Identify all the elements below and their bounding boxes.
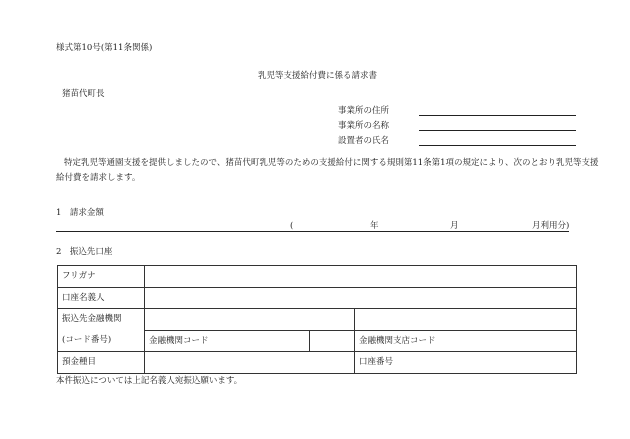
body-text-line1: 特定乳児等通園支援を提供しましたので、猪苗代町乳児等のための支援給付に関する規則第11条第1項の規定により、次のとおり乳児等支援 [64, 158, 599, 168]
branch-name-input[interactable] [355, 309, 577, 331]
bank-label: 振込先金融機関 [58, 309, 145, 331]
account-holder-input[interactable] [145, 287, 577, 309]
branch-code-label: 金融機関支店コード [355, 330, 577, 352]
address-field[interactable] [419, 115, 576, 116]
name-field[interactable] [419, 130, 576, 131]
bank-row [58, 309, 577, 331]
footer-note: 本件振込については上記名義人宛振込願います。 [56, 376, 243, 386]
usage-label: 月利用分) [532, 221, 570, 231]
amount-field[interactable] [56, 231, 569, 232]
founder-field[interactable] [419, 145, 576, 146]
deposit-type-label: 預金種目 [58, 352, 145, 374]
open-paren: ( [290, 221, 294, 231]
founder-label: 設置者の氏名 [338, 136, 390, 146]
addressee: 猪苗代町長 [62, 89, 105, 99]
code-row [58, 330, 577, 352]
account-holder-label: 口座名義人 [58, 287, 145, 309]
furigana-input[interactable] [145, 266, 577, 288]
body-text-line2: 給付費を請求します。 [56, 173, 141, 183]
furigana-row [58, 266, 577, 288]
code-label: (コード番号) [58, 330, 145, 352]
name-label: 事業所の名称 [338, 121, 390, 131]
bank-code-label: 金融機関コード [145, 330, 310, 352]
section1-heading: 1 請求金額 [56, 208, 104, 218]
month-label: 月 [450, 221, 459, 231]
bank-name-input[interactable] [145, 309, 355, 331]
document-title: 乳児等支援給付費に係る請求書 [258, 71, 378, 81]
furigana-label: フリガナ [58, 266, 145, 288]
deposit-row [58, 352, 577, 374]
year-label: 年 [370, 221, 379, 231]
account-holder-row [58, 287, 577, 309]
form-number: 様式第10号(第11条関係) [56, 43, 153, 53]
address-label: 事業所の住所 [338, 106, 390, 116]
deposit-type-input[interactable] [145, 352, 355, 374]
section2-heading: 2 振込先口座 [56, 247, 113, 257]
account-number-label: 口座番号 [355, 352, 577, 374]
bank-account-table [57, 265, 577, 374]
bank-code-input[interactable] [310, 330, 355, 352]
